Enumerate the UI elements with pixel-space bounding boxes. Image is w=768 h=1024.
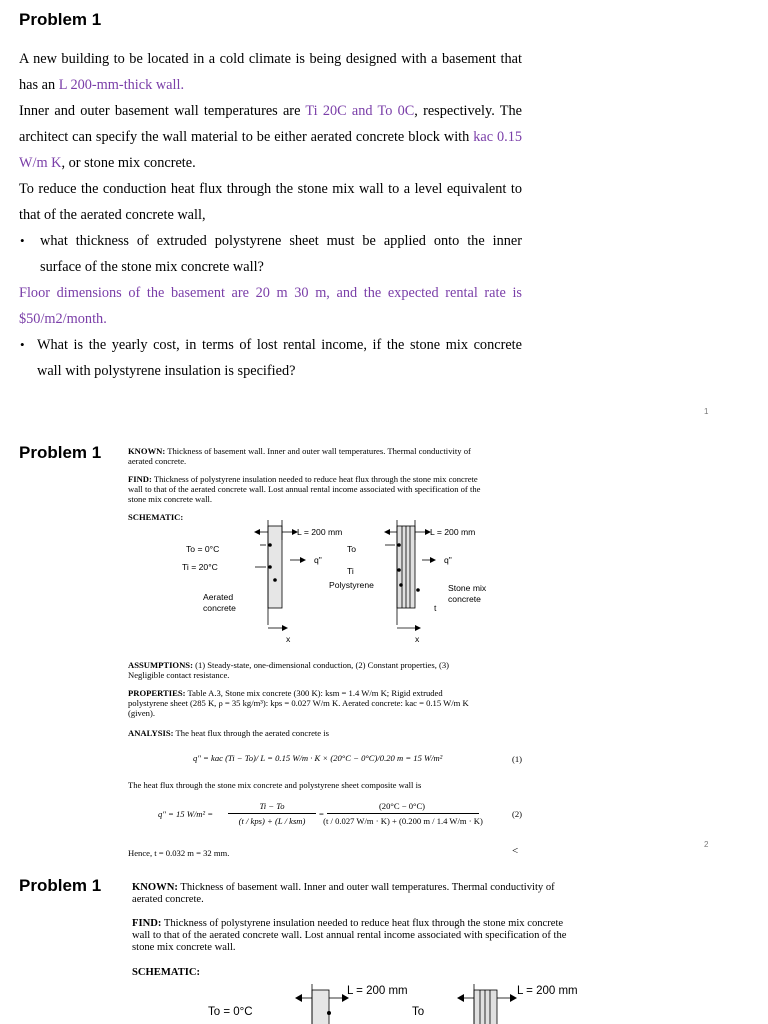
slide1-bullet1-line1: what thickness of extruded polystyrene sheet must be applied onto the inner [40, 233, 522, 249]
slide2-assumptions: ASSUMPTIONS: (1) Steady-state, one-dimensional conduction, (2) Constant properties, (3) Negligible contact resistance. [128, 660, 450, 680]
slide2-right-L: L = 200 mm [430, 527, 476, 537]
slide3-right-L: L = 200 mm [517, 985, 578, 997]
slide2-To: To = 0°C [186, 544, 220, 554]
slide1-bullet2-line1: What is the yearly cost, in terms of lost rental income, if the stone mix concrete [37, 337, 522, 353]
slide2-x1: x [286, 634, 291, 644]
slide2-eq2-lhs: q" = 15 W/m² = [158, 809, 214, 819]
slide2-t: t [434, 603, 437, 613]
slide3-find: FIND: Thickness of polystyrene insulation needed to reduce heat flux through the stone mix concrete wall to that of the aerated concrete wall. Lost annual rental income associated with specification of the stone mix concrete wall. [132, 918, 567, 953]
slide1-para1-line1: A new building to be located in a cold climate is being designed with a basement that [19, 51, 522, 67]
slide2-page-number: 2 [704, 840, 709, 849]
bullet-dot-2: • [20, 337, 25, 352]
slide2-x2: x [415, 634, 420, 644]
slide2-stone-concrete: concrete [448, 594, 481, 604]
slide1-para2-line1: Inner and outer basement wall temperatures are Ti 20C and To 0C, respectively. The [19, 103, 522, 119]
slide2-eq2-number: (2) [512, 809, 523, 819]
slide1-para4-line1: Floor dimensions of the basement are 20 m 30 m, and the expected rental rate is [19, 285, 522, 301]
slide1-para3-line2: that of the aerated concrete wall, [19, 207, 206, 223]
slide2-eq2-frac2-num: (20°C − 0°C) [378, 801, 426, 811]
bullet-dot-1: • [20, 233, 25, 248]
slide1-bullet1-line2: surface of the stone mix concrete wall? [40, 259, 264, 275]
slide2-eq2-frac1-den: (t / kps) + (L / ksm) [238, 816, 306, 826]
slide1-para2-line2: architect can specify the wall material to be either aerated concrete block with kac 0.15 [19, 129, 522, 145]
slide2-To2: To [347, 544, 357, 554]
slide2-aerated: Aerated [203, 592, 234, 602]
slide2-eq1-number: (1) [512, 754, 523, 764]
slide1-title: Problem 1 [19, 10, 102, 29]
slide2-stone-mix: Stone mix [448, 583, 487, 593]
slide2-properties: PROPERTIES: Table A.3, Stone mix concrete (300 K): ksm = 1.4 W/m K; Rigid extruded polystyrene sheet (285 K, ρ = 35 kg/m³): kps = 0.027 W/m K. Aerated concrete: kac = 0.15 W/m K (given). [128, 688, 469, 718]
slide2-hence: Hence, t = 0.032 m = 32 mm. [128, 848, 230, 858]
slide3-title: Problem 1 [19, 876, 102, 895]
slide1-para3-line1: To reduce the conduction heat flux through the stone mix wall to a level equivalent to [19, 181, 522, 197]
slide3-To2: To [412, 1006, 425, 1018]
slide3-known: KNOWN: Thickness of basement wall. Inner and outer wall temperatures. Thermal conductivity of aerated concrete. [132, 882, 555, 905]
slide2-composite-text: The heat flux through the stone mix concrete and polystyrene sheet composite wall is [128, 780, 422, 790]
slide2-eq2-equals: = [319, 809, 324, 819]
slide2-eq1: q" = kac (Ti − To)/ L = 0.15 W/m · K × (20°C − 0°C)/0.20 m = 15 W/m² [193, 753, 443, 763]
slide2-eq2-frac1-num: Ti − To [259, 801, 285, 811]
slide2-polystyrene: Polystyrene [329, 580, 374, 590]
slide2-known: KNOWN: Thickness of basement wall. Inner and outer wall temperatures. Thermal conductivity of aerated concrete. [128, 446, 471, 466]
slide1-para2-line3: W/m K, or stone mix concrete. [19, 155, 196, 171]
slide1-page-number: 1 [704, 407, 709, 416]
slide2-Ti2: Ti [347, 566, 354, 576]
slide2-title: Problem 1 [19, 443, 102, 462]
slide3-left-L: L = 200 mm [347, 985, 408, 997]
slide1-para1-line2: has an L 200-mm-thick wall. [19, 77, 185, 93]
slide2-eq2-frac2-den: (t / 0.027 W/m · K) + (0.200 m / 1.4 W/m · K) [323, 816, 483, 826]
slide3-To: To = 0°C [208, 1006, 253, 1018]
slide2-find: FIND: Thickness of polystyrene insulation needed to reduce heat flux through the stone mix concrete wall to that of the aerated concrete wall. Lost annual rental income associated with specification of the stone mix concrete wall. [128, 474, 481, 504]
slide2-left-L: L = 200 mm [297, 527, 343, 537]
slide2-q1: q" [314, 555, 322, 565]
slide1-bullet2-line2: wall with polystyrene insulation is specified? [37, 363, 296, 379]
slide3-schematic-label: SCHEMATIC: [132, 967, 201, 978]
slide2-schematic-label: SCHEMATIC: [128, 512, 184, 522]
slide2-hence-mark: < [512, 845, 519, 857]
slide1-para4-line2: $50/m2/month. [19, 311, 107, 327]
slide2-Ti: Ti = 20°C [182, 562, 218, 572]
slide2-q2: q" [444, 555, 452, 565]
slide2-aerated-concrete: concrete [203, 603, 236, 613]
slide2-analysis: ANALYSIS: The heat flux through the aerated concrete is [128, 728, 329, 738]
